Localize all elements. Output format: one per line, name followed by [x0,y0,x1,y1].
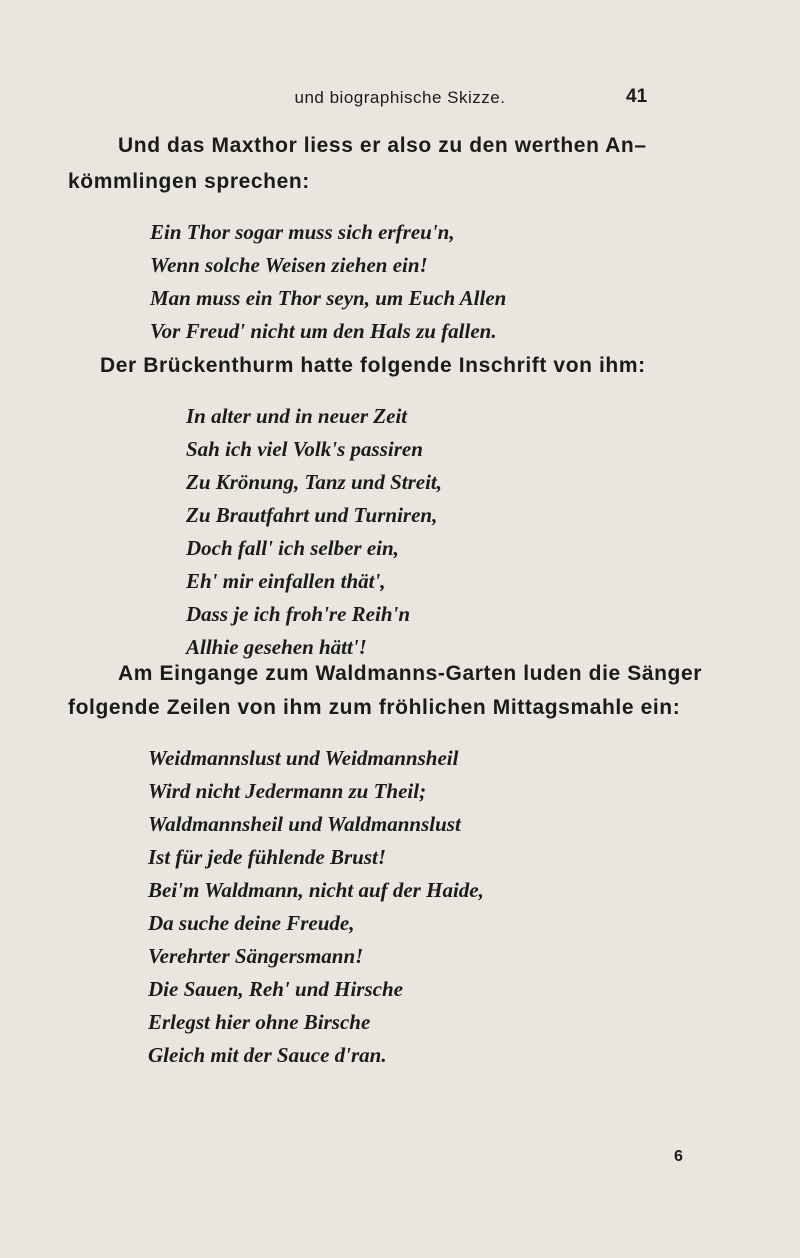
poem-line: Erlegst hier ohne Birsche [148,1010,371,1034]
poem-line: Bei'm Waldmann, nicht auf der Haide, [148,878,484,902]
poem-1 [150,216,506,348]
signature-mark: 6 [674,1148,683,1165]
poem-line: Vor Freud' nicht um den Hals zu fallen. [150,319,497,343]
paragraph-1-line-2: kömmlingen sprechen: [68,170,310,193]
poem-3 [148,742,484,1072]
poem-line: Zu Brautfahrt und Turniren, [186,503,438,527]
poem-line: Verehrter Sängersmann! [148,944,364,968]
paragraph-3-line-1: Am Eingange zum Waldmanns-Garten luden die Sänger [118,662,703,685]
poem-line: Zu Krönung, Tanz und Streit, [186,470,443,494]
poem-2 [186,400,442,664]
poem-line: Allhie gesehen hätt'! [186,635,367,659]
poem-line: Ein Thor sogar muss sich erfreu'n, [150,220,455,244]
poem-line: Gleich mit der Sauce d'ran. [148,1043,387,1067]
paragraph-1-line-1: Und das Maxthor liess er also zu den werthen An– [118,134,647,157]
poem-line: In alter und in neuer Zeit [186,404,408,428]
poem-line: Dass je ich froh're Reih'n [186,602,411,626]
poem-line: Sah ich viel Volk's passiren [186,437,423,461]
poem-line: Da suche deine Freude, [148,911,355,935]
page-number: 41 [626,86,648,107]
poem-line: Weidmannslust und Weidmannsheil [148,746,459,770]
poem-line: Eh' mir einfallen thät', [186,569,386,593]
paragraph-3-line-2: folgende Zeilen von ihm zum fröhlichen Mittagsmahle ein: [68,696,681,719]
poem-line: Wird nicht Jedermann zu Theil; [148,779,427,803]
paragraph-2-line-1: Der Brückenthurm hatte folgende Inschrift von ihm: [100,354,646,377]
poem-line: Waldmannsheil und Waldmannslust [148,812,461,836]
poem-line: Wenn solche Weisen ziehen ein! [150,253,428,277]
running-title: und biographische Skizze. [294,88,506,107]
poem-line: Ist für jede fühlende Brust! [148,845,387,869]
poem-line: Man muss ein Thor seyn, um Euch Allen [150,286,507,310]
poem-line: Doch fall' ich selber ein, [186,536,399,560]
poem-line: Die Sauen, Reh' und Hirsche [148,977,403,1001]
